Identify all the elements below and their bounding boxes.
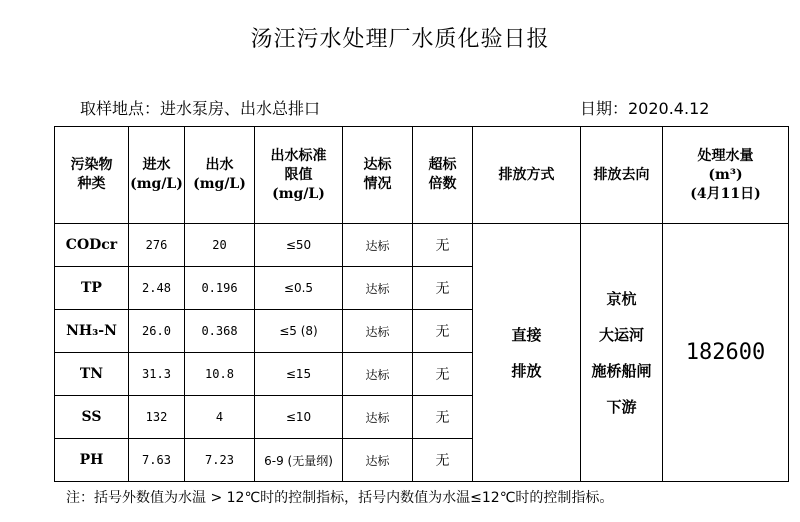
header-exceed: 超标 倍数 — [413, 127, 473, 224]
limit-cell: ≤0.5 — [255, 267, 343, 310]
header-inflow: 进水 (mg/L) — [129, 127, 185, 224]
inflow-cell: 31.3 — [129, 353, 185, 396]
param-cell: TP — [55, 267, 129, 310]
header-discharge-to: 排放去向 — [581, 127, 663, 224]
header-discharge-method: 排放方式 — [473, 127, 581, 224]
inflow-cell: 26.0 — [129, 310, 185, 353]
limit-cell: ≤15 — [255, 353, 343, 396]
status-cell: 达标 — [343, 396, 413, 439]
inflow-cell: 132 — [129, 396, 185, 439]
sampling-location: 取样地点：进水泵房、出水总排口 — [80, 99, 321, 118]
param-cell: SS — [55, 396, 129, 439]
param-cell: NH₃-N — [55, 310, 129, 353]
exceed-cell: 无 — [413, 310, 473, 353]
header-compliance: 达标 情况 — [343, 127, 413, 224]
limit-cell: ≤10 — [255, 396, 343, 439]
exceed-cell: 无 — [413, 439, 473, 482]
exceed-cell: 无 — [413, 396, 473, 439]
header-outflow: 出水 (mg/L) — [185, 127, 255, 224]
header-row — [55, 127, 789, 224]
exceed-cell: 无 — [413, 267, 473, 310]
exceed-cell: 无 — [413, 224, 473, 267]
water-quality-table — [54, 126, 789, 482]
status-cell: 达标 — [343, 353, 413, 396]
header-standard: 出水标准 限值 (mg/L) — [255, 127, 343, 224]
limit-cell: ≤50 — [255, 224, 343, 267]
status-cell: 达标 — [343, 310, 413, 353]
status-cell: 达标 — [343, 267, 413, 310]
report-date: 日期：2020.4.12 — [580, 99, 710, 118]
limit-cell: 6-9 (无量纲) — [255, 439, 343, 482]
report-title: 汤汪污水处理厂水质化验日报 — [250, 27, 550, 52]
exceed-cell: 无 — [413, 353, 473, 396]
outflow-cell: 0.368 — [185, 310, 255, 353]
param-cell: TN — [55, 353, 129, 396]
outflow-cell: 4 — [185, 396, 255, 439]
header-volume: 处理水量 (m³) (4月11日) — [663, 127, 789, 224]
status-cell: 达标 — [343, 224, 413, 267]
status-cell: 达标 — [343, 439, 413, 482]
header-pollutant: 污染物 种类 — [55, 127, 129, 224]
inflow-cell: 276 — [129, 224, 185, 267]
outflow-cell: 7.23 — [185, 439, 255, 482]
inflow-cell: 2.48 — [129, 267, 185, 310]
volume-cell: 182600 — [663, 224, 789, 482]
param-cell: CODcr — [55, 224, 129, 267]
limit-cell: ≤5 (8) — [255, 310, 343, 353]
inflow-cell: 7.63 — [129, 439, 185, 482]
outflow-cell: 20 — [185, 224, 255, 267]
outflow-cell: 0.196 — [185, 267, 255, 310]
discharge-to-cell: 京杭 大运河 施桥船闸 下游 — [581, 224, 663, 482]
param-cell: PH — [55, 439, 129, 482]
outflow-cell: 10.8 — [185, 353, 255, 396]
table-row — [55, 224, 789, 267]
footnote: 注：括号外数值为水温 > 12℃时的控制指标，括号内数值为水温≤12℃时的控制指标。 — [66, 490, 614, 506]
discharge-method-cell: 直接 排放 — [473, 224, 581, 482]
